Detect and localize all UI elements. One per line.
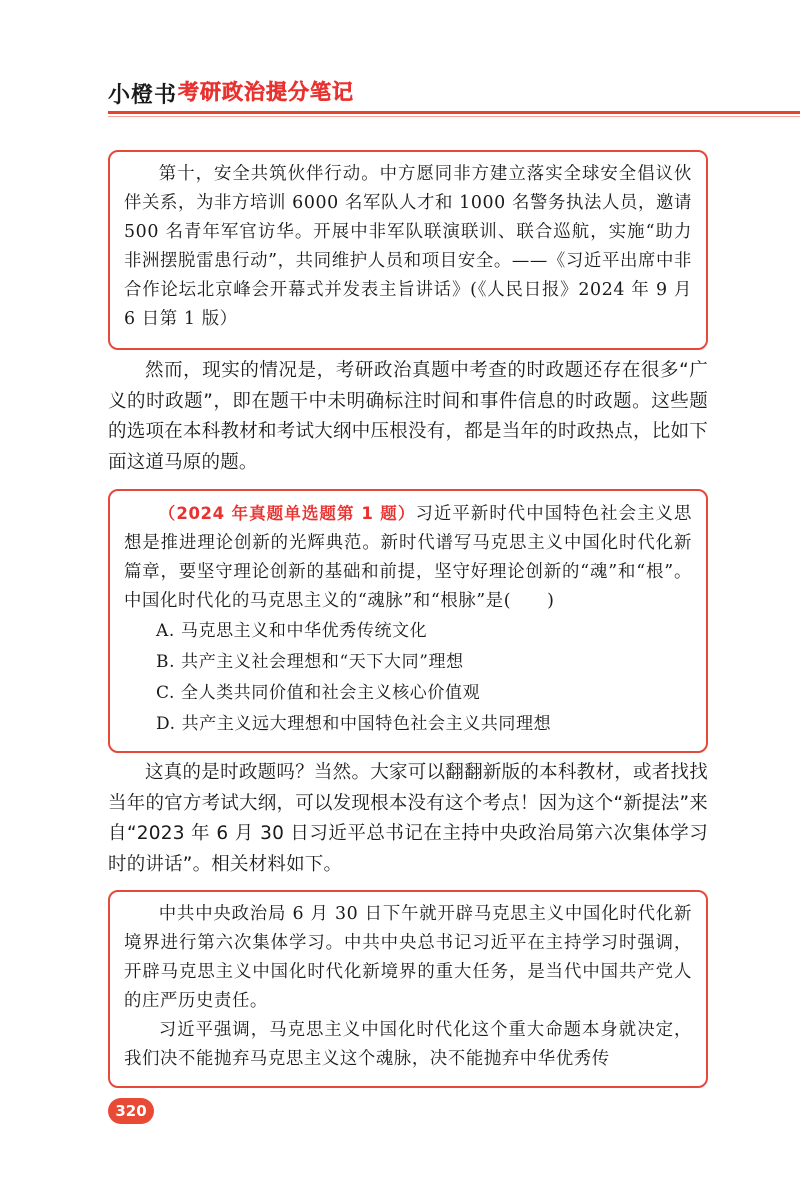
header-rule [108, 111, 800, 114]
option-b: B. 共产主义社会理想和“天下大同”理想 [156, 652, 464, 672]
option-c: C. 全人类共同价值和社会主义核心价值观 [156, 683, 481, 703]
quote-box-material [108, 890, 708, 1088]
material-paragraph-2: 习近平强调，马克思主义中国化时代化这个重大命题本身就决定，我们决不能抛弃马克思主义这个魂脉，决不能抛弃中华优秀传 [124, 1020, 692, 1069]
question-tag: （2024 年真题单选题第 1 题） [158, 504, 416, 523]
question-stem [124, 499, 692, 616]
book-subtitle: 考研政治提分笔记 [178, 80, 354, 104]
quote-text: 第十，安全共筑伙伴行动。中方愿同非方建立落实全球安全倡议伙伴关系，为非方培训 6000 名军队人才和 1000 名警务执法人员，邀请 500 名青年军官访华。开展中非军队联演联训、联合巡航，实施“助力非洲摆脱雷患行动”，共同维护人员和项目安全。——《习近平出席中非合作论坛北京峰会开幕式并发表主旨讲话》(《人民日报》2024 年 9 月 6 日第 1 版） [124, 164, 692, 329]
page-header [108, 76, 800, 114]
body-paragraph-1: 然而，现实的情况是，考研政治真题中考查的时政题还存在很多“广义的时政题”，即在题干中未明确标注时间和事件信息的时政题。这些题的选项在本科教材和考试大纲中压根没有，都是当年的时政热点，比如下面这道马原的题。 [108, 360, 708, 473]
question-text: 习近平新时代中国特色社会主义思想是推进理论创新的光辉典范。新时代谱写马克思主义中国化时代化新篇章，要坚守理论创新的基础和前提，坚守好理论创新的“魂”和“根”。中国化时代化的马克思主义的“魂脉”和“根脉”是( ) [124, 504, 692, 611]
quote-box-speech [108, 150, 708, 350]
page-number: 320 [108, 1098, 154, 1124]
brand-title: 小橙书 [108, 83, 178, 108]
option-d: D. 共产主义远大理想和中国特色社会主义共同理想 [156, 714, 552, 734]
exam-question-box [108, 489, 708, 753]
option-a: A. 马克思主义和中华优秀传统文化 [156, 621, 428, 641]
header-rule-thin [108, 116, 800, 117]
material-paragraph-1: 中共中央政治局 6 月 30 日下午就开辟马克思主义中国化时代化新境界进行第六次集体学习。中共中央总书记习近平在主持学习时强调，开辟马克思主义中国化时代化新境界的重大任务，是当代中国共产党人的庄严历史责任。 [124, 904, 692, 1011]
body-paragraph-2: 这真的是时政题吗？当然。大家可以翻翻新版的本科教材，或者找找当年的官方考试大纲，可以发现根本没有这个考点！因为这个“新提法”来自“2023 年 6 月 30 日习近平总书记在主持中央政治局第六次集体学习时的讲话”。相关材料如下。 [108, 762, 708, 875]
